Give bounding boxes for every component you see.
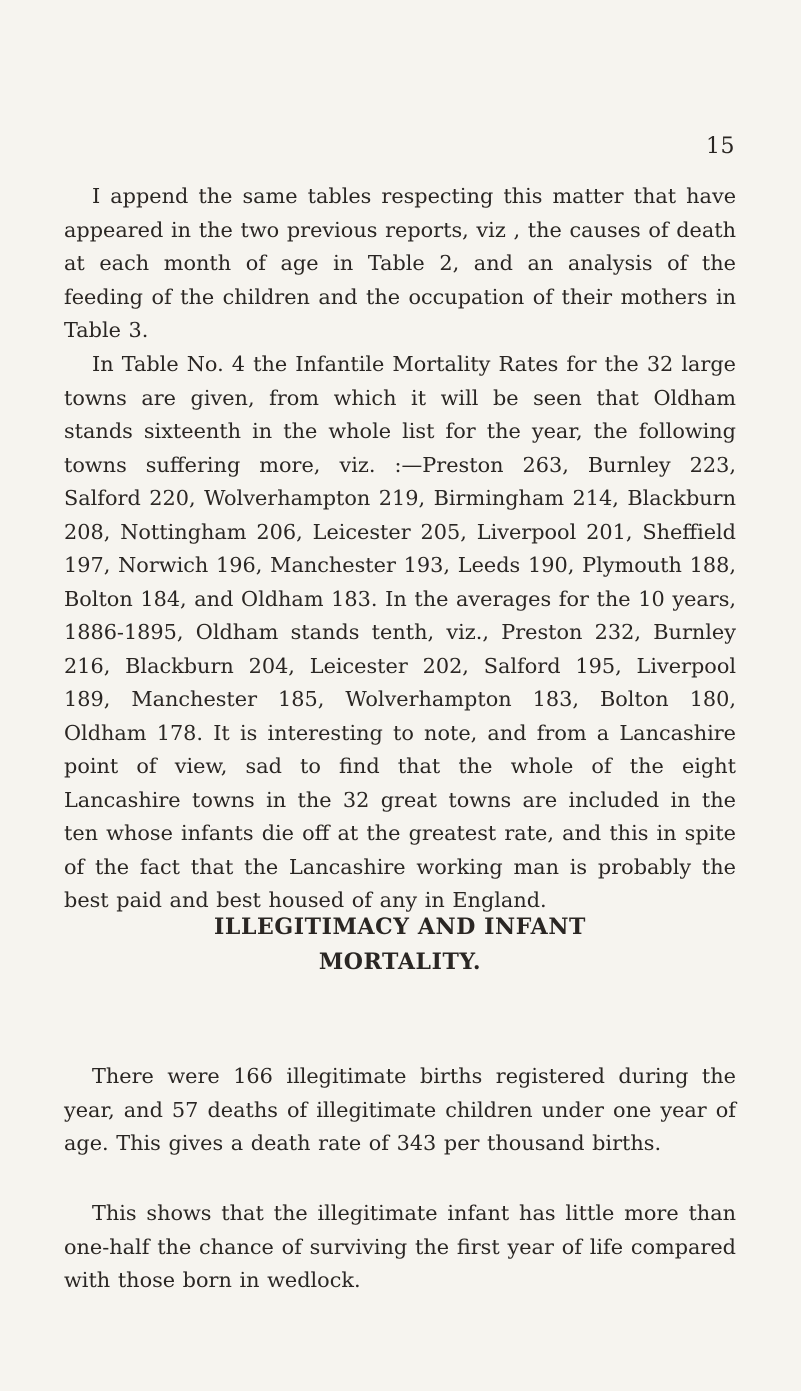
paragraph-text: This shows that the illegitimate infant has little more than one-half the chance of surviving the first year of life compared with those born in wedlock. (64, 1201, 736, 1292)
paragraph-illegitimate-births (64, 1060, 736, 1161)
page-number: 15 (706, 134, 735, 159)
paragraph-text: There were 166 illegitimate births registered during the year, and 57 deaths of illegitimate children under one year of age. This gives a death rate of 343 per thousand births. (64, 1064, 736, 1155)
paragraph-table-references (64, 180, 736, 348)
paragraph-mortality-rates (64, 348, 736, 918)
heading-line-2: MORTALITY. (318, 949, 482, 975)
paragraph-text: I append the same tables respecting this matter that have appeared in the two previous reports, viz , the causes of death at each month of age in Table 2, and an analysis of the feeding of the children and the occupation of their mothers in Table 3. (64, 184, 736, 342)
heading-line-1: ILLEGITIMACY AND INFANT (213, 914, 587, 940)
paragraph-text: In Table No. 4 the Infantile Mortality Rates for the 32 large towns are given, from which it will be seen that Oldham stands sixteenth in the whole list for the year, the following towns suffering more, viz. :—Preston 263, Burnley 223, Salford 220, Wolverhampton 219, Birmingham 214, Blackburn 208, Nottingham 206, Leicester 205, Liverpool 201, Sheffield 197, Norwich 196, Manchester 193, Leeds 190, Plymouth 188, Bolton 184, and Oldham 183. In the averages for the 10 years, 1886-1895, Oldham stands tenth, viz., Preston 232, Burnley 216, Blackburn 204, Leicester 202, Salford 195, Liverpool 189, Manchester 185, Wolverhampton 183, Bolton 180, Oldham 178. It is interesting to note, and from a Lancashire point of view, sad to find that the whole of the eight Lancashire towns in the 32 great towns are included in the ten whose infants die off at the greatest rate, and this in spite of the fact that the Lancashire working man is probably the best paid and best housed of any in England. (64, 352, 736, 912)
paragraph-survival-chance (64, 1197, 736, 1298)
section-heading (64, 910, 736, 980)
